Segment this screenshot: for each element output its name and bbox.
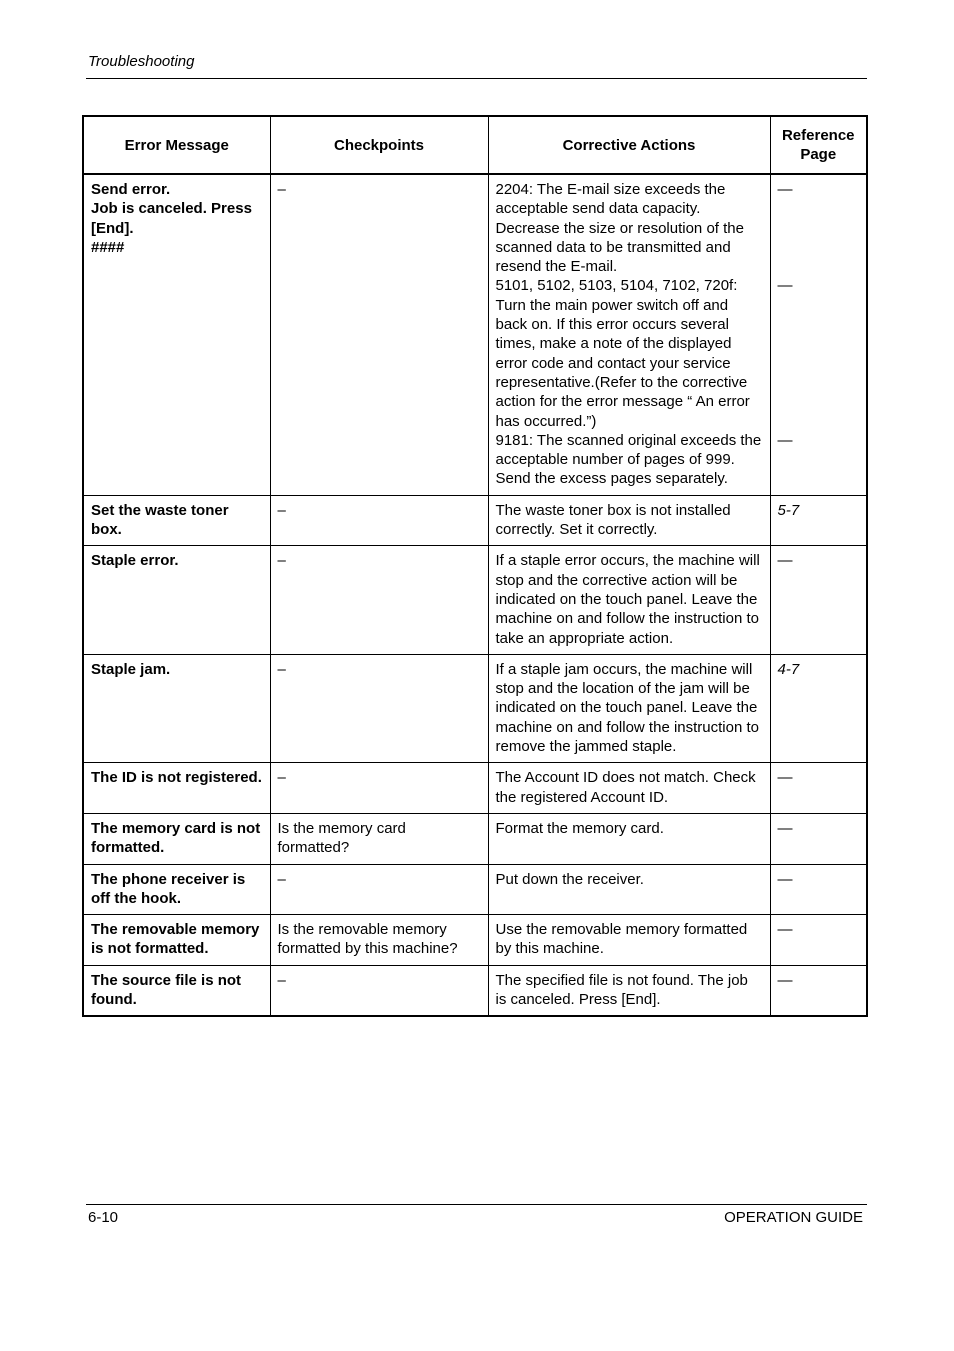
- reference-page-cell: —: [770, 864, 867, 915]
- checkpoints-cell: Is the memory card formatted?: [270, 813, 488, 864]
- column-header-error-message: Error Message: [83, 116, 270, 174]
- error-message-cell: Staple error.: [83, 546, 270, 654]
- reference-page-cell: —: [770, 813, 867, 864]
- page-number: 6-10: [88, 1209, 119, 1226]
- table-row: [83, 813, 867, 864]
- checkpoints-cell: –: [270, 495, 488, 546]
- column-header-checkpoints: Checkpoints: [270, 116, 488, 174]
- table-row: [83, 915, 867, 966]
- error-message-cell: Set the waste toner box.: [83, 495, 270, 546]
- corrective-actions-cell: If a staple error occurs, the machine will stop and the corrective action will be indicated on the touch panel. Leave the machine on and follow the instruction to take an appropriate action.: [488, 546, 770, 654]
- reference-page-cell: — — —: [770, 174, 867, 495]
- table-row: [83, 864, 867, 915]
- corrective-actions-cell: Put down the receiver.: [488, 864, 770, 915]
- running-header: Troubleshooting: [88, 53, 195, 70]
- error-message-cell: The removable memory is not formatted.: [83, 915, 270, 966]
- error-message-cell: The phone receiver is off the hook.: [83, 864, 270, 915]
- corrective-actions-cell: If a staple jam occurs, the machine will stop and the location of the jam will be indicated on the touch panel. Leave the machine on and follow the instruction to remove the jammed staple.: [488, 654, 770, 762]
- checkpoints-cell: –: [270, 763, 488, 814]
- checkpoints-cell: –: [270, 654, 488, 762]
- error-message-table: [82, 115, 868, 1017]
- error-message-cell: Send error. Job is canceled. Press [End]. ####: [83, 174, 270, 495]
- checkpoints-cell: –: [270, 965, 488, 1016]
- reference-page-cell: —: [770, 965, 867, 1016]
- table-row: [83, 495, 867, 546]
- corrective-actions-cell: Use the removable memory formatted by this machine.: [488, 915, 770, 966]
- reference-page-cell: 5-7: [770, 495, 867, 546]
- corrective-actions-cell: The Account ID does not match. Check the registered Account ID.: [488, 763, 770, 814]
- error-message-cell: The ID is not registered.: [83, 763, 270, 814]
- table-header-row: [83, 116, 867, 174]
- table-row: [83, 965, 867, 1016]
- table-row: [83, 763, 867, 814]
- checkpoints-cell: –: [270, 174, 488, 495]
- checkpoints-cell: –: [270, 864, 488, 915]
- checkpoints-cell: Is the removable memory formatted by this machine?: [270, 915, 488, 966]
- column-header-reference-page: Reference Page: [770, 116, 867, 174]
- reference-page-cell: —: [770, 546, 867, 654]
- checkpoints-cell: –: [270, 546, 488, 654]
- corrective-actions-cell: The waste toner box is not installed correctly. Set it correctly.: [488, 495, 770, 546]
- error-message-cell: The source file is not found.: [83, 965, 270, 1016]
- corrective-actions-cell: The specified file is not found. The job is canceled. Press [End].: [488, 965, 770, 1016]
- reference-page-cell: 4-7: [770, 654, 867, 762]
- error-message-cell: The memory card is not formatted.: [83, 813, 270, 864]
- header-rule: [86, 78, 867, 79]
- error-message-cell: Staple jam.: [83, 654, 270, 762]
- table-row: [83, 654, 867, 762]
- corrective-actions-cell: Format the memory card.: [488, 813, 770, 864]
- reference-page-cell: —: [770, 763, 867, 814]
- corrective-actions-cell: 2204: The E-mail size exceeds the acceptable send data capacity. Decrease the size or resolution of the scanned data to be transmitted and resend the E-mail. 5101, 5102, 5103, 5104, 7102, 720f: Turn the main power switch off and back on. If this error occurs several times, make a note of the displayed error code and contact your service representative.(Refer to the corrective action for the error message “ An error has occurred.”) 9181: The scanned original exceeds the acceptable number of pages of 999. Send the excess pages separately.: [488, 174, 770, 495]
- footer-rule: [86, 1204, 867, 1205]
- table-row: [83, 174, 867, 495]
- reference-page-cell: —: [770, 915, 867, 966]
- guide-title: OPERATION GUIDE: [724, 1209, 863, 1226]
- table-row: [83, 546, 867, 654]
- column-header-corrective-actions: Corrective Actions: [488, 116, 770, 174]
